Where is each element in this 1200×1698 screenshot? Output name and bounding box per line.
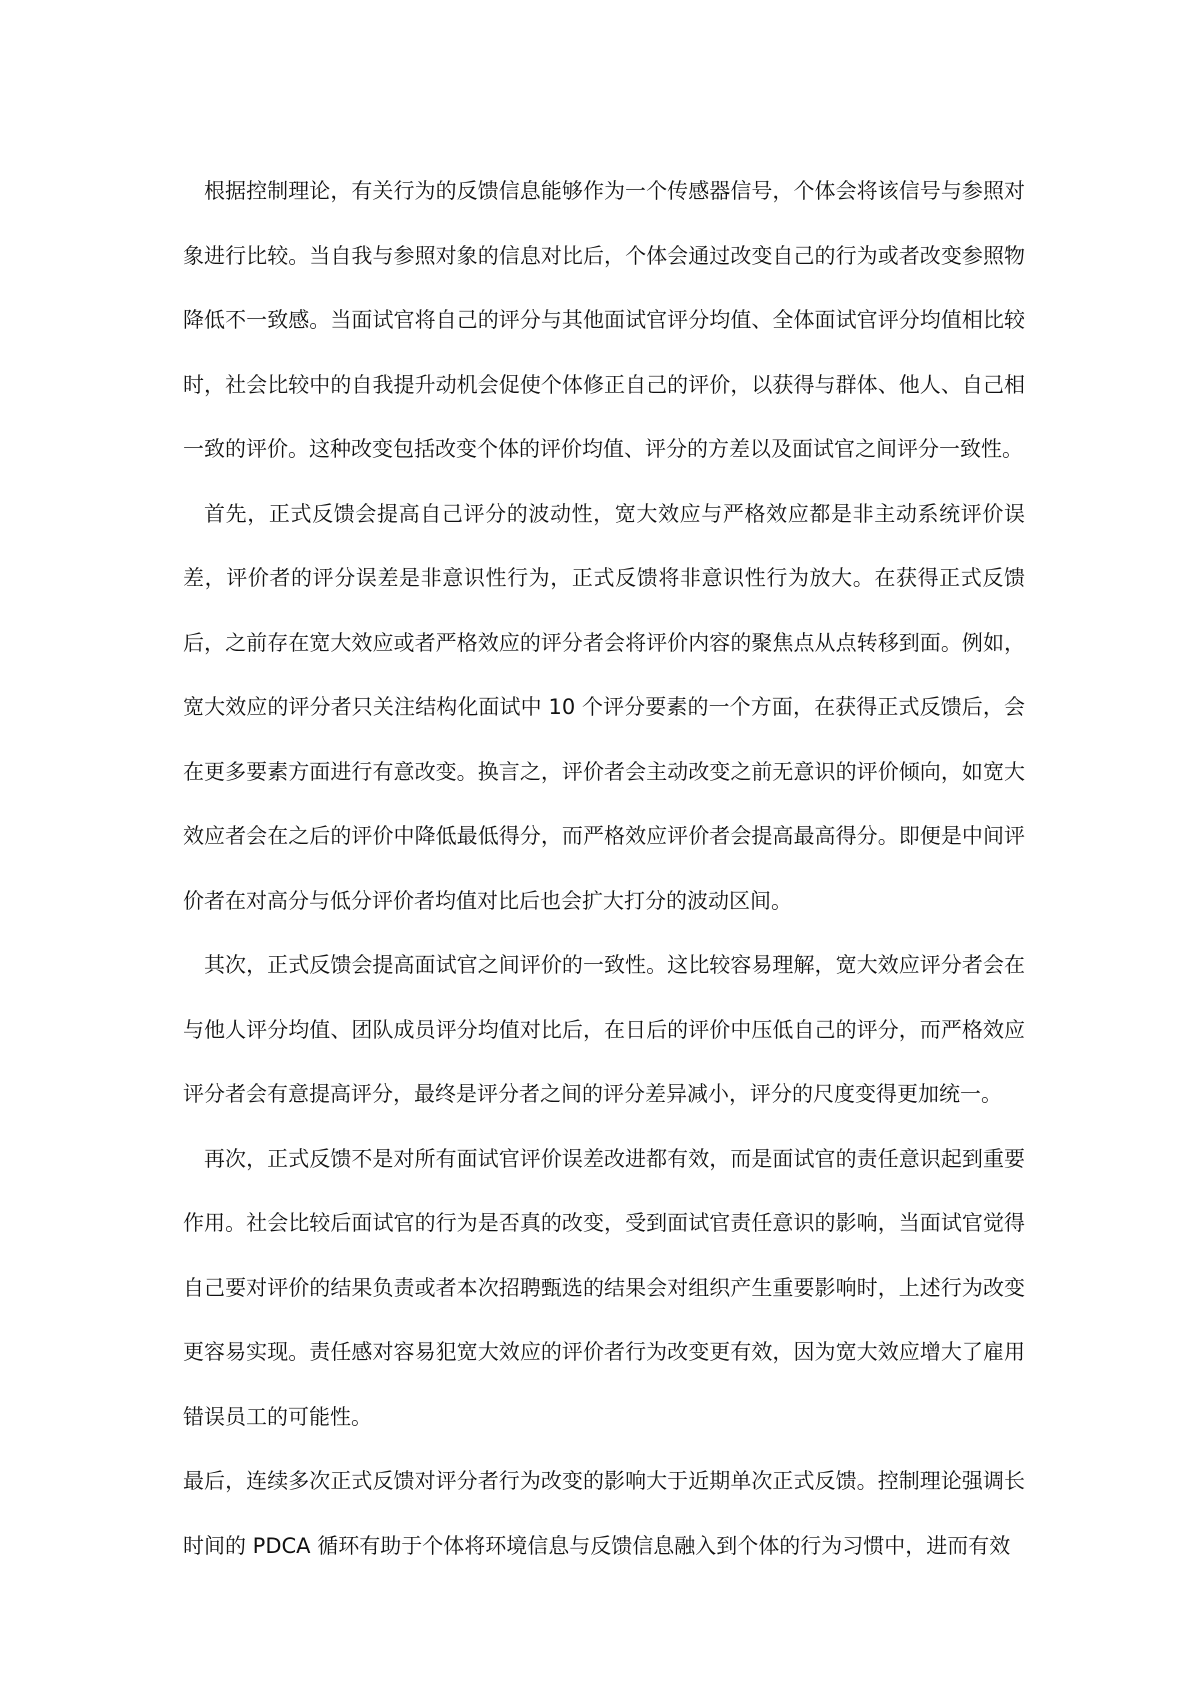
paragraph-last: 最后，连续多次正式反馈对评分者行为改变的影响大于近期单次正式反馈。控制理论强调长时间的 PDCA 循环有助于个体将环境信息与反馈信息融入到个体的行为习惯中，进而有效 bbox=[183, 1469, 1025, 1558]
paragraph-first: 首先，正式反馈会提高自己评分的波动性，宽大效应与严格效应都是非主动系统评价误差，评价者的评分误差是非意识性行为，正式反馈将非意识性行为放大。在获得正式反馈后，之前存在宽大效应或者严格效应的评分者会将评价内容的聚焦点从点转移到面。例如，宽大效应的评分者只关注结构化面试中 10 个评分要素的一个方面，在获得正式反馈后，会在更多要素方面进行有意改变。换言之，评价者会主动改变之前无意识的评价倾向，如宽大效应者会在之后的评价中降低最低得分，而严格效应评价者会提高最高得分。即便是中间评价者在对高分与低分评价者均值对比后也会扩大打分的波动区间。 bbox=[183, 501, 1025, 913]
paragraph-third: 再次，正式反馈不是对所有面试官评价误差改进都有效，而是面试官的责任意识起到重要作用。社会比较后面试官的行为是否真的改变，受到面试官责任意识的影响，当面试官觉得自己要对评价的结果负责或者本次招聘甄选的结果会对组织产生重要影响时，上述行为改变更容易实现。责任感对容易犯宽大效应的评价者行为改变更有效，因为宽大效应增大了雇用错误员工的可能性。 bbox=[183, 1146, 1025, 1429]
paragraph-second: 其次，正式反馈会提高面试官之间评价的一致性。这比较容易理解，宽大效应评分者会在与他人评分均值、团队成员评分均值对比后，在日后的评价中压低自己的评分，而严格效应评分者会有意提高评分，最终是评分者之间的评分差异减小，评分的尺度变得更加统一。 bbox=[183, 953, 1025, 1106]
paragraph-control-theory: 根据控制理论，有关行为的反馈信息能够作为一个传感器信号，个体会将该信号与参照对象进行比较。当自我与参照对象的信息对比后，个体会通过改变自己的行为或者改变参照物降低不一致感。当面试官将自己的评分与其他面试官评分均值、全体面试官评分均值相比较时，社会比较中的自我提升动机会促使个体修正自己的评价，以获得与群体、他人、自己相一致的评价。这种改变包括改变个体的评价均值、评分的方差以及面试官之间评分一致性。 bbox=[183, 179, 1025, 461]
document-body bbox=[183, 159, 1025, 1578]
